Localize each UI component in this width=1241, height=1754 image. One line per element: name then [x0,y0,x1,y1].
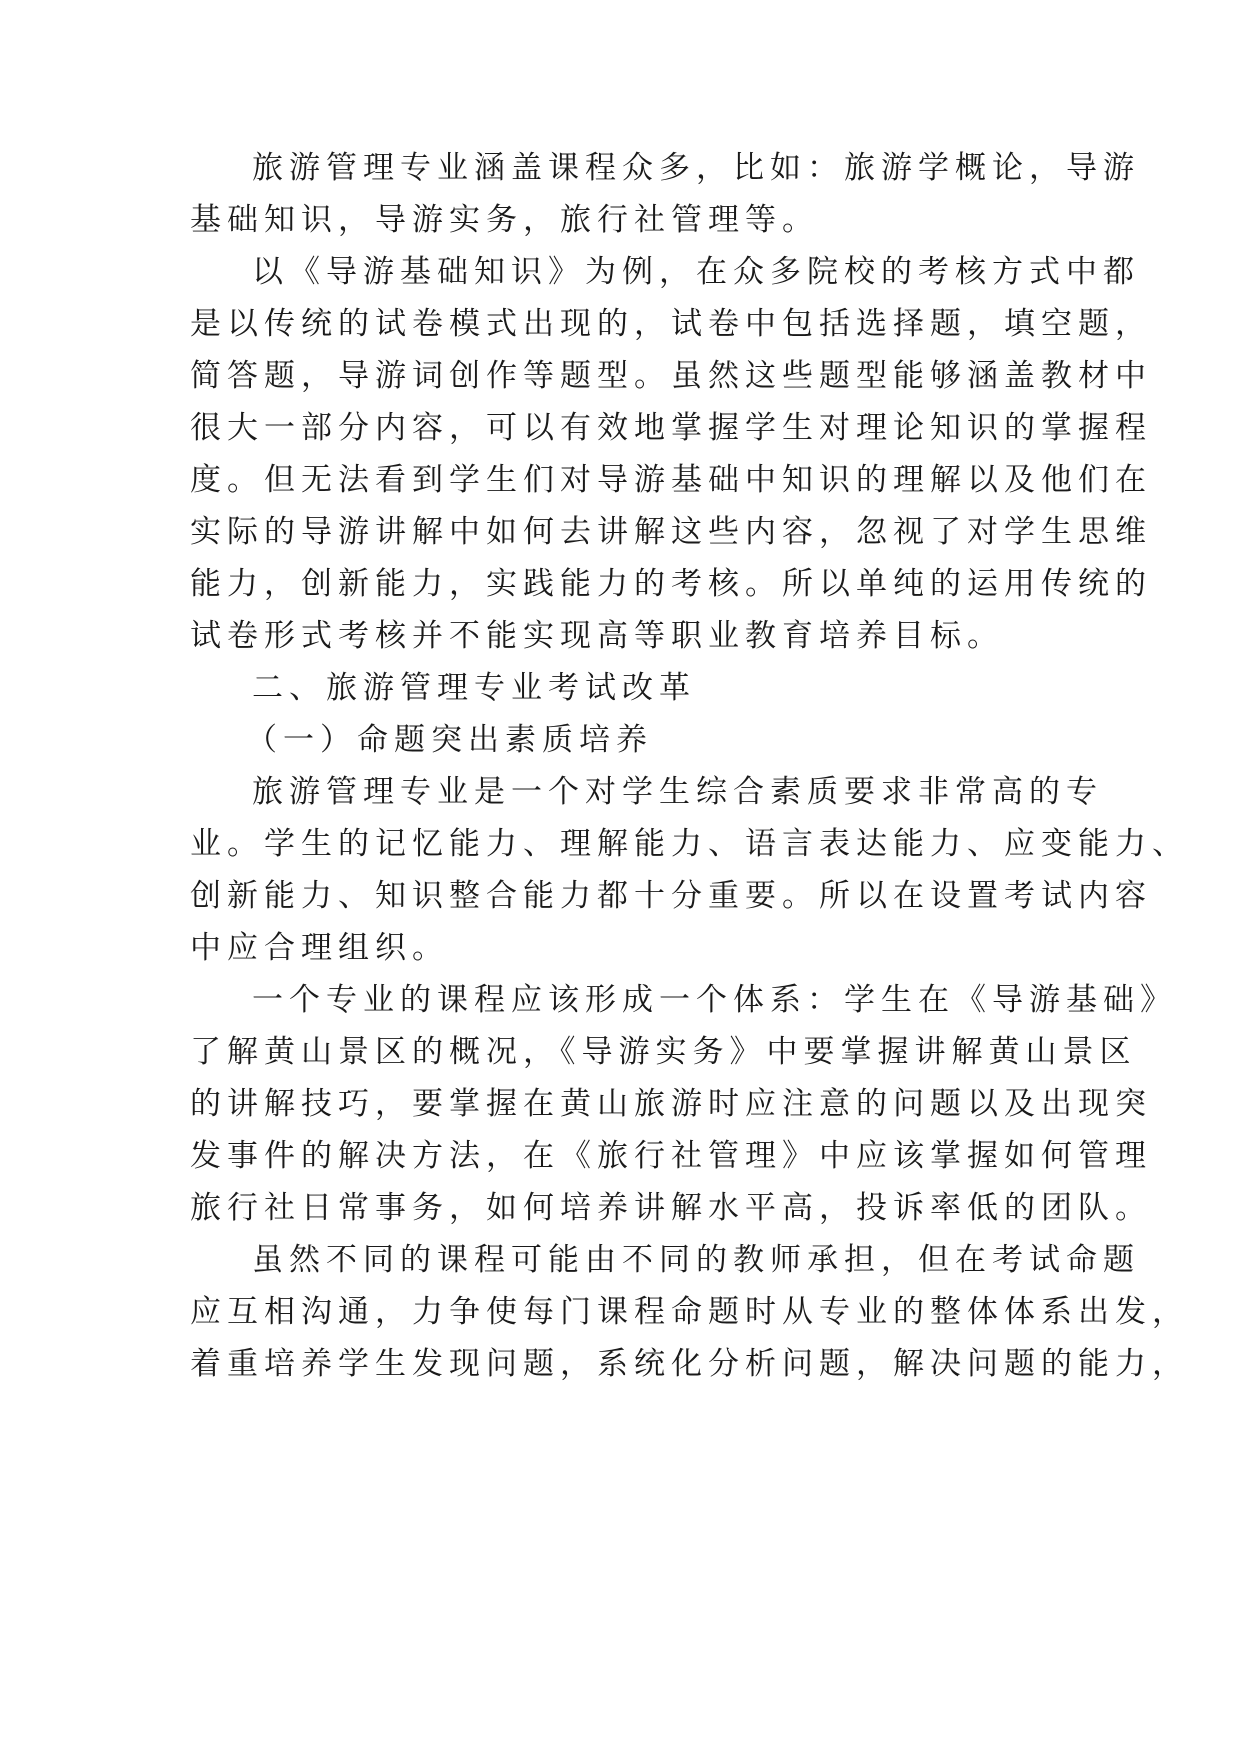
paragraph-1-line-2: 基础知识，导游实务，旅行社管理等。 [190,202,819,238]
paragraph-5-line-2: 应互相沟通，力争使每门课程命题时从专业的整体体系出发， [190,1294,1189,1330]
paragraph-4-line-2: 了解黄山景区的概况，《导游实务》中要掌握讲解黄山景区 [190,1034,1137,1070]
paragraph-1-line-1: 旅游管理专业涵盖课程众多，比如：旅游学概论，导游 [252,150,1140,186]
section-heading: 二、旅游管理专业考试改革 [252,670,696,706]
paragraph-4-line-4: 发事件的解决方法，在《旅行社管理》中应该掌握如何管理 [190,1138,1152,1174]
paragraph-2-line-3: 简答题，导游词创作等题型。虽然这些题型能够涵盖教材中 [190,358,1152,394]
paragraph-2-line-2: 是以传统的试卷模式出现的，试卷中包括选择题，填空题， [190,306,1152,342]
paragraph-4-line-5: 旅行社日常事务，如何培养讲解水平高，投诉率低的团队。 [190,1190,1152,1226]
document-page [190,0,1189,1754]
paragraph-5-line-3: 着重培养学生发现问题，系统化分析问题，解决问题的能力， [190,1346,1189,1382]
paragraph-3-line-4: 中应合理组织。 [190,930,449,966]
paragraph-3-line-2: 业。学生的记忆能力、理解能力、语言表达能力、应变能力、 [190,826,1189,862]
paragraph-4-line-1: 一个专业的课程应该形成一个体系：学生在《导游基础》 [252,982,1177,1018]
subsection-heading: （一）命题突出素质培养 [246,722,653,758]
paragraph-3-line-1: 旅游管理专业是一个对学生综合素质要求非常高的专 [252,774,1103,810]
paragraph-2-line-7: 能力，创新能力，实践能力的考核。所以单纯的运用传统的 [190,566,1152,602]
paragraph-5-line-1: 虽然不同的课程可能由不同的教师承担，但在考试命题 [252,1242,1140,1278]
paragraph-2-line-1: 以《导游基础知识》为例，在众多院校的考核方式中都 [252,254,1140,290]
paragraph-2-line-4: 很大一部分内容，可以有效地掌握学生对理论知识的掌握程 [190,410,1152,446]
paragraph-2-line-8: 试卷形式考核并不能实现高等职业教育培养目标。 [190,618,1004,654]
paragraph-2-line-5: 度。但无法看到学生们对导游基础中知识的理解以及他们在 [190,462,1152,498]
paragraph-3-line-3: 创新能力、知识整合能力都十分重要。所以在设置考试内容 [190,878,1152,914]
paragraph-2-line-6: 实际的导游讲解中如何去讲解这些内容，忽视了对学生思维 [190,514,1152,550]
paragraph-4-line-3: 的讲解技巧，要掌握在黄山旅游时应注意的问题以及出现突 [190,1086,1152,1122]
